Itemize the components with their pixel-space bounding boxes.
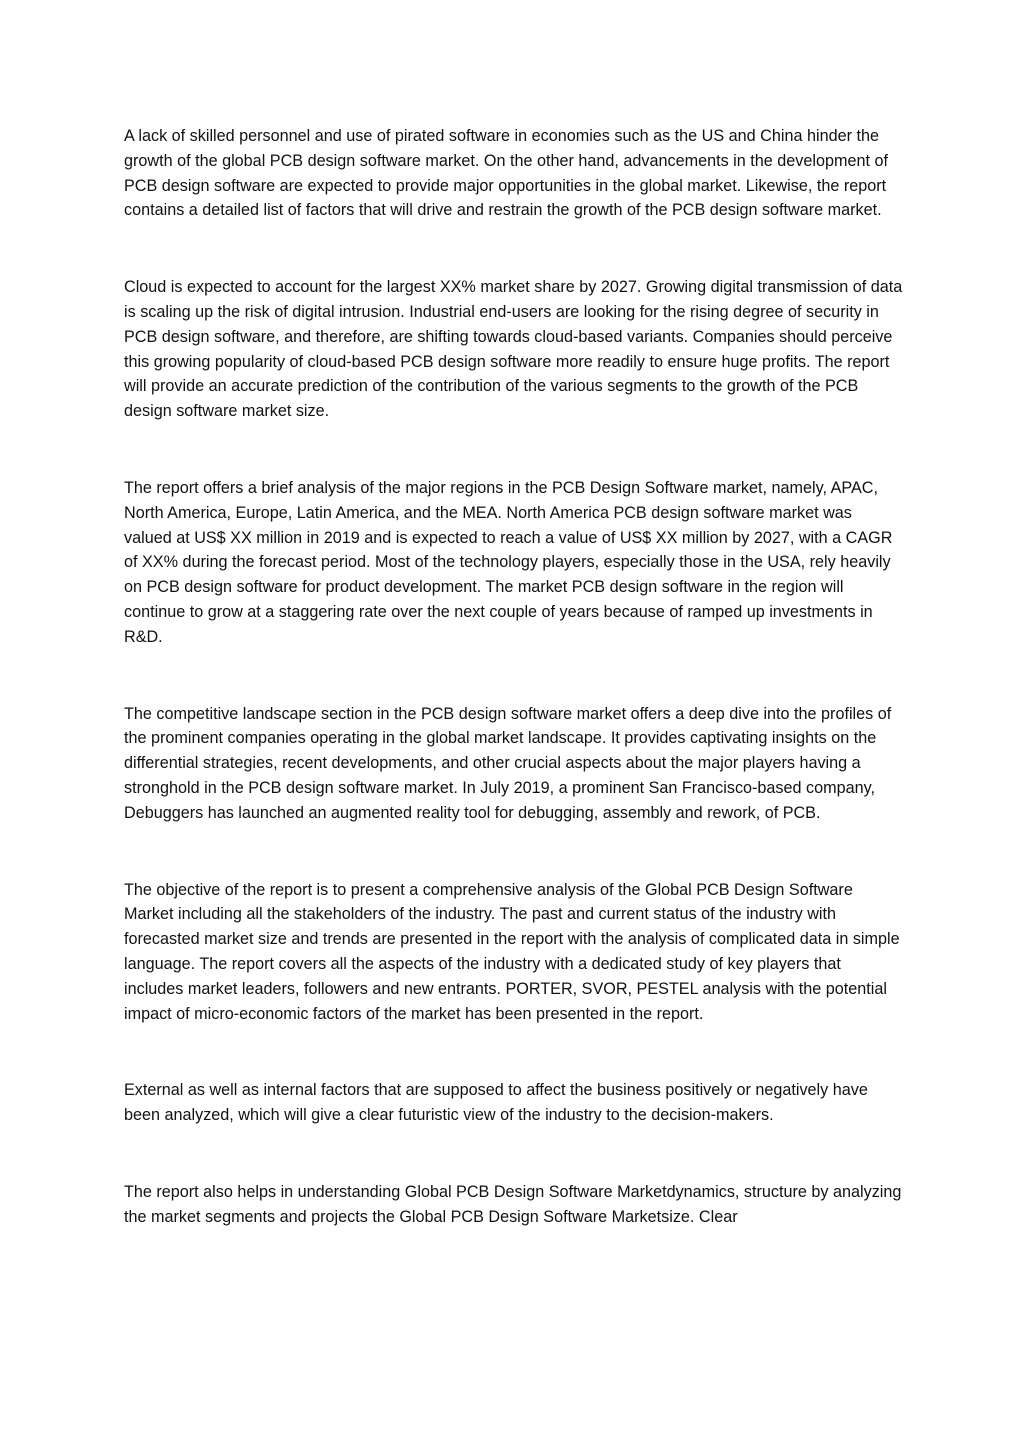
paragraph-external-internal-factors: External as well as internal factors that are supposed to affect the business positively or negatively have been analyzed, which will give a clear futuristic view of the industry to the decision-makers. [124, 1081, 868, 1125]
paragraph-competitive-landscape: The competitive landscape section in the PCB design software market offers a deep dive into the profiles of the prominent companies operating in the global market landscape. It provides captivating insights on the differential strategies, recent developments, and other crucial aspects about the major players having a stronghold in the PCB design software market. In July 2019, a prominent San Francisco-based company, Debuggers has launched an augmented reality tool for debugging, assembly and rework, of PCB. [124, 704, 892, 822]
paragraph-report-objective: The objective of the report is to present a comprehensive analysis of the Global PCB Design Software Market including all the stakeholders of the industry. The past and current status of the industry with forecasted market size and trends are presented in the report with the analysis of complicated data in simple language. The report covers all the aspects of the industry with a dedicated study of key players that includes market leaders, followers and new entrants. PORTER, SVOR, PESTEL analysis with the potential impact of micro-economic factors of the market has been presented in the report. [124, 880, 900, 1023]
paragraph-regional-analysis: The report offers a brief analysis of the major regions in the PCB Design Software market, namely, APAC, North America, Europe, Latin America, and the MEA. North America PCB design software market was valued at US$ XX million in 2019 and is expected to reach a value of US$ XX million by 2027, with a CAGR of XX% during the forecast period. Most of the technology players, especially those in the USA, rely heavily on PCB design software for product development. The market PCB design software in the region will continue to grow at a staggering rate over the next couple of years because of ramped up investments in R&D. [124, 478, 893, 646]
paragraph-market-restraints: A lack of skilled personnel and use of pirated software in economies such as the US and China hinder the growth of the global PCB design software market. On the other hand, advancements in the development of PCB design software are expected to provide major opportunities in the global market. Likewise, the report contains a detailed list of factors that will drive and restrain the growth of the PCB design software market. [124, 127, 888, 220]
paragraph-market-dynamics: The report also helps in understanding Global PCB Design Software Marketdynamics, structure by analyzing the market segments and projects the Global PCB Design Software Marketsize. Clear [124, 1182, 902, 1226]
paragraph-cloud-segment: Cloud is expected to account for the largest XX% market share by 2027. Growing digital transmission of data is scaling up the risk of digital intrusion. Industrial end-users are looking for the rising degree of security in PCB design software, and therefore, are shifting towards cloud-based variants. Companies should perceive this growing popularity of cloud-based PCB design software more readily to ensure huge profits. The report will provide an accurate prediction of the contribution of the various segments to the growth of the PCB design software market size. [124, 278, 903, 421]
document-page [124, 124, 904, 1282]
